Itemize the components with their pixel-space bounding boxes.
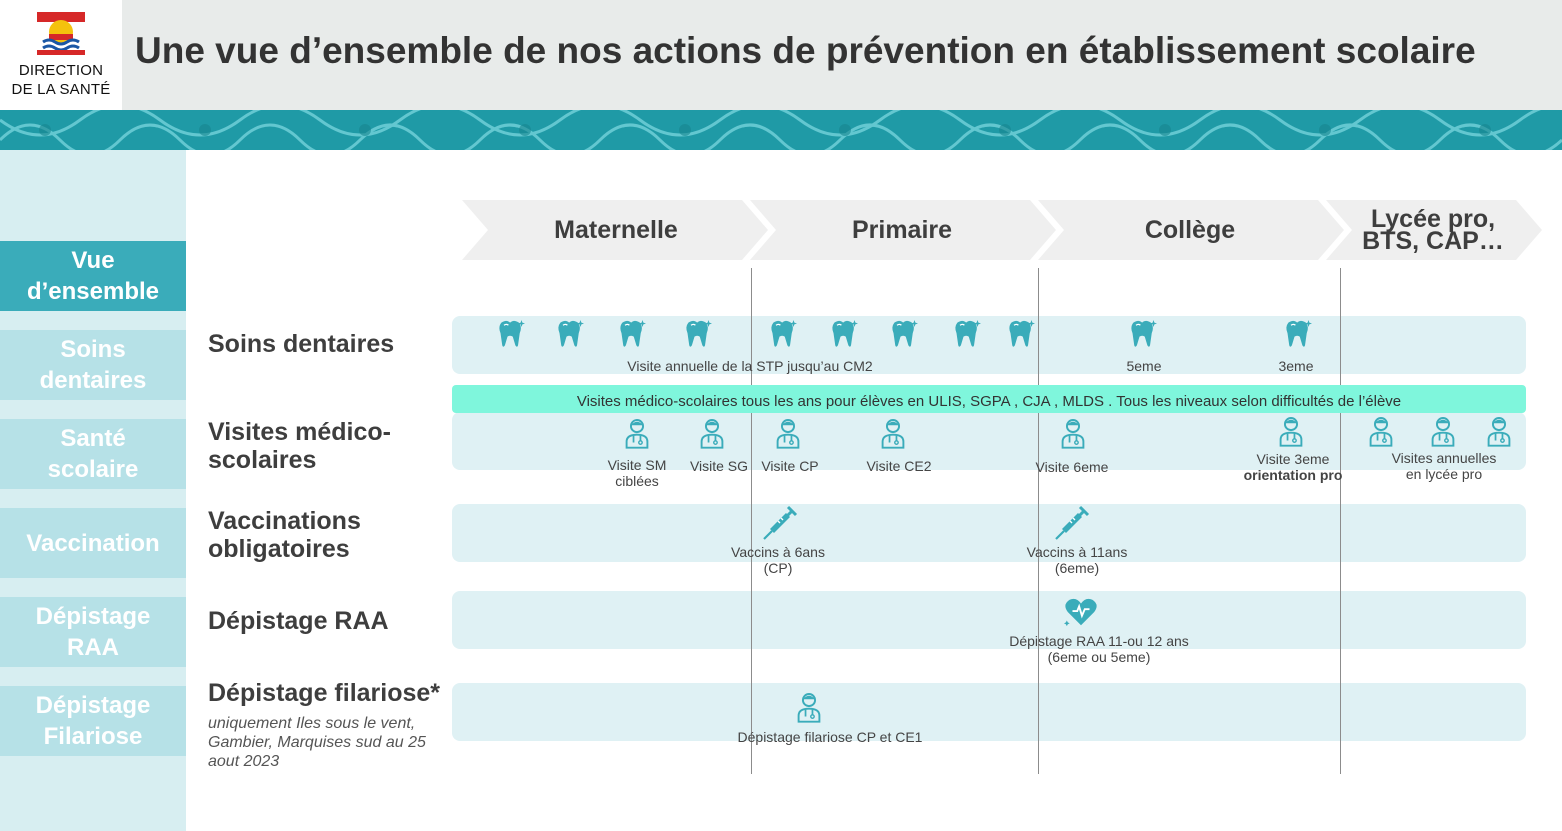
sidebar-item-vue-ensemble[interactable]: Vue d’ensemble (0, 241, 186, 311)
tooth-icon (556, 318, 584, 350)
tooth-icon (953, 318, 981, 350)
caption-visite-sg: Visite SG (689, 458, 749, 474)
tooth-icon (1007, 318, 1035, 350)
caption-dental-3eme: 3eme (1278, 358, 1314, 374)
caption-dental-5eme: 5eme (1126, 358, 1162, 374)
stage-maternelle: Maternelle (554, 216, 678, 244)
caption-visite-6eme: Visite 6eme (1035, 459, 1109, 475)
sidebar-item-vaccination[interactable]: Vaccination (0, 508, 186, 578)
medico-scolaire-banner: Visites médico-scolaires tous les ans pour élèves en ULIS, SGPA , CJA , MLDS . Tous les niveaux selon difficultés de l’élève (452, 385, 1526, 413)
heart-icon (1064, 596, 1098, 628)
doctor-icon (796, 690, 822, 724)
page-title: Une vue d’ensemble de nos actions de prévention en établissement scolaire (135, 30, 1476, 71)
divider-line (751, 268, 752, 774)
row-label-depistage-filariose: Dépistage filariose* (208, 679, 441, 707)
doctor-icon (1430, 414, 1456, 448)
caption-depistage-filariose: Dépistage filariose CP et CE1 (737, 729, 923, 745)
caption-visite-cp: Visite CP (761, 458, 819, 474)
caption-visite-annuelle-stp: Visite annuelle de la STP jusqu’au CM2 (627, 358, 873, 374)
logo[interactable] (0, 0, 122, 110)
row-depistage-filariose (452, 683, 1526, 741)
doctor-icon (699, 416, 725, 450)
polynesia-emblem-icon (35, 10, 87, 56)
tooth-icon (890, 318, 918, 350)
row-depistage-raa (452, 591, 1526, 649)
decorative-pattern (0, 110, 1562, 150)
doctor-icon (1368, 414, 1394, 448)
logo-text-line1: DIRECTION (18, 62, 104, 79)
tooth-icon (497, 318, 525, 350)
doctor-icon (1060, 416, 1086, 450)
filariose-note: uniquement Iles sous le vent, Gambier, Marquises sud au 25 aout 2023 (208, 715, 426, 770)
tooth-icon (1129, 318, 1157, 350)
tooth-icon (769, 318, 797, 350)
caption-vaccins-6ans: Vaccins à 6ans (CP) (731, 544, 825, 576)
doctor-icon (624, 416, 650, 450)
syringe-icon (1052, 503, 1092, 543)
sidebar-item-sante-scolaire[interactable]: Santé scolaire (0, 419, 186, 489)
caption-visite-sm: Visite SM ciblées (607, 457, 667, 489)
tooth-icon (830, 318, 858, 350)
divider-line (1038, 268, 1039, 774)
sidebar-item-depistage-filariose[interactable]: Dépistage Filariose (0, 686, 186, 756)
row-vaccinations (452, 504, 1526, 562)
caption-vaccins-11ans: Vaccins à 11ans (6eme) (1026, 544, 1128, 576)
row-label-vaccinations: Vaccinations obligatoires (208, 507, 361, 563)
sidebar-item-soins-dentaires[interactable]: Soins dentaires (0, 330, 186, 400)
caption-visite-3eme: Visite 3eme (1256, 451, 1330, 467)
tooth-icon (1284, 318, 1312, 350)
divider-line (1340, 268, 1341, 774)
caption-visites-lycee: Visites annuelles en lycée pro (1391, 450, 1497, 482)
row-label-depistage-raa: Dépistage RAA (208, 607, 389, 635)
logo-text-line2: DE LA SANTÉ (11, 81, 111, 98)
stage-lycee: Lycée pro, BTS, CAP… (1362, 205, 1504, 255)
doctor-icon (1486, 414, 1512, 448)
doctor-icon (1278, 414, 1304, 448)
syringe-icon (760, 503, 800, 543)
row-label-soins-dentaires: Soins dentaires (208, 330, 395, 358)
stage-college: Collège (1144, 216, 1236, 244)
sidebar-item-depistage-raa[interactable]: Dépistage RAA (0, 597, 186, 667)
tooth-icon (684, 318, 712, 350)
caption-visite-ce2: Visite CE2 (866, 458, 932, 474)
stage-primaire: Primaire (851, 216, 953, 244)
doctor-icon (775, 416, 801, 450)
doctor-icon (880, 416, 906, 450)
tooth-icon (618, 318, 646, 350)
caption-orientation-pro: orientation pro (1243, 467, 1343, 483)
caption-depistage-raa: Dépistage RAA 11-ou 12 ans (6eme ou 5eme) (1009, 633, 1189, 665)
row-label-visites-medico: Visites médico- scolaires (208, 418, 391, 474)
